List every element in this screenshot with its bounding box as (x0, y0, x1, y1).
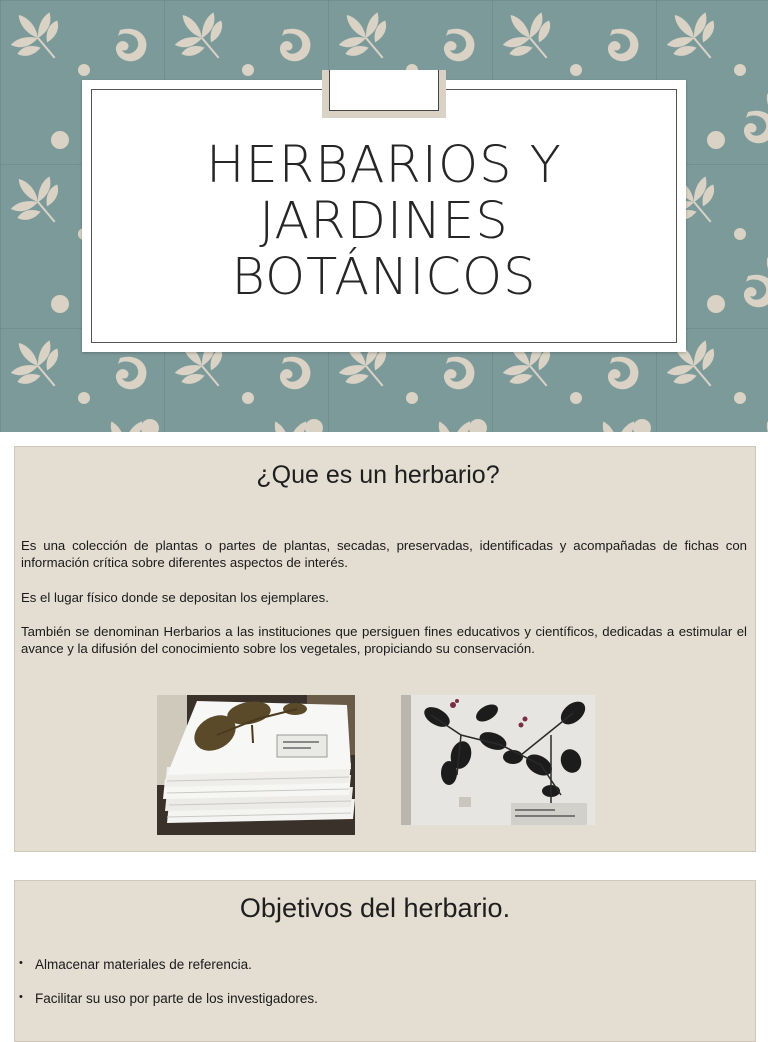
herbario-objectives-slide (14, 880, 756, 1042)
objective-text: Almacenar materiales de referencia. (35, 957, 252, 972)
objective-text: Facilitar su uso por parte de los investigadores. (35, 991, 318, 1006)
slide-title (82, 138, 686, 306)
herbario-definition-slide (14, 446, 756, 852)
paragraph-definition: Es una colección de plantas o partes de plantas, secadas, preservadas, identificadas y acompañadas de fichas con información crítica sobre diferentes aspectos de interés. (21, 538, 747, 570)
bullet-icon: • (19, 957, 23, 969)
slide-heading: ¿Que es un herbario? (256, 461, 500, 489)
herbarium-stack-photo (157, 695, 355, 835)
title-line-1: HERBARIOS Y (206, 136, 562, 195)
title-line-3: BOTÁNICOS (231, 248, 537, 307)
paragraph-institutions: También se denominan Herbarios a las instituciones que persiguen fines educativos y científicos, dedicadas a estimular el avance y la difusión del conocimiento sobre los vegetales, propiciando su conservación. (21, 624, 747, 656)
title-card (82, 80, 686, 352)
title-tab-decoration (322, 70, 446, 118)
objectives-list (19, 957, 318, 1025)
list-item (19, 991, 318, 1025)
paragraph-physical-place: Es el lugar físico donde se depositan los ejemplares. (21, 590, 329, 605)
slide-heading: Objetivos del herbario. (239, 893, 511, 923)
title-line-2: JARDINES (259, 192, 509, 251)
pressed-specimen-photo (401, 695, 595, 825)
list-item (19, 957, 318, 991)
title-slide (0, 0, 768, 432)
bullet-icon: • (19, 991, 23, 1003)
